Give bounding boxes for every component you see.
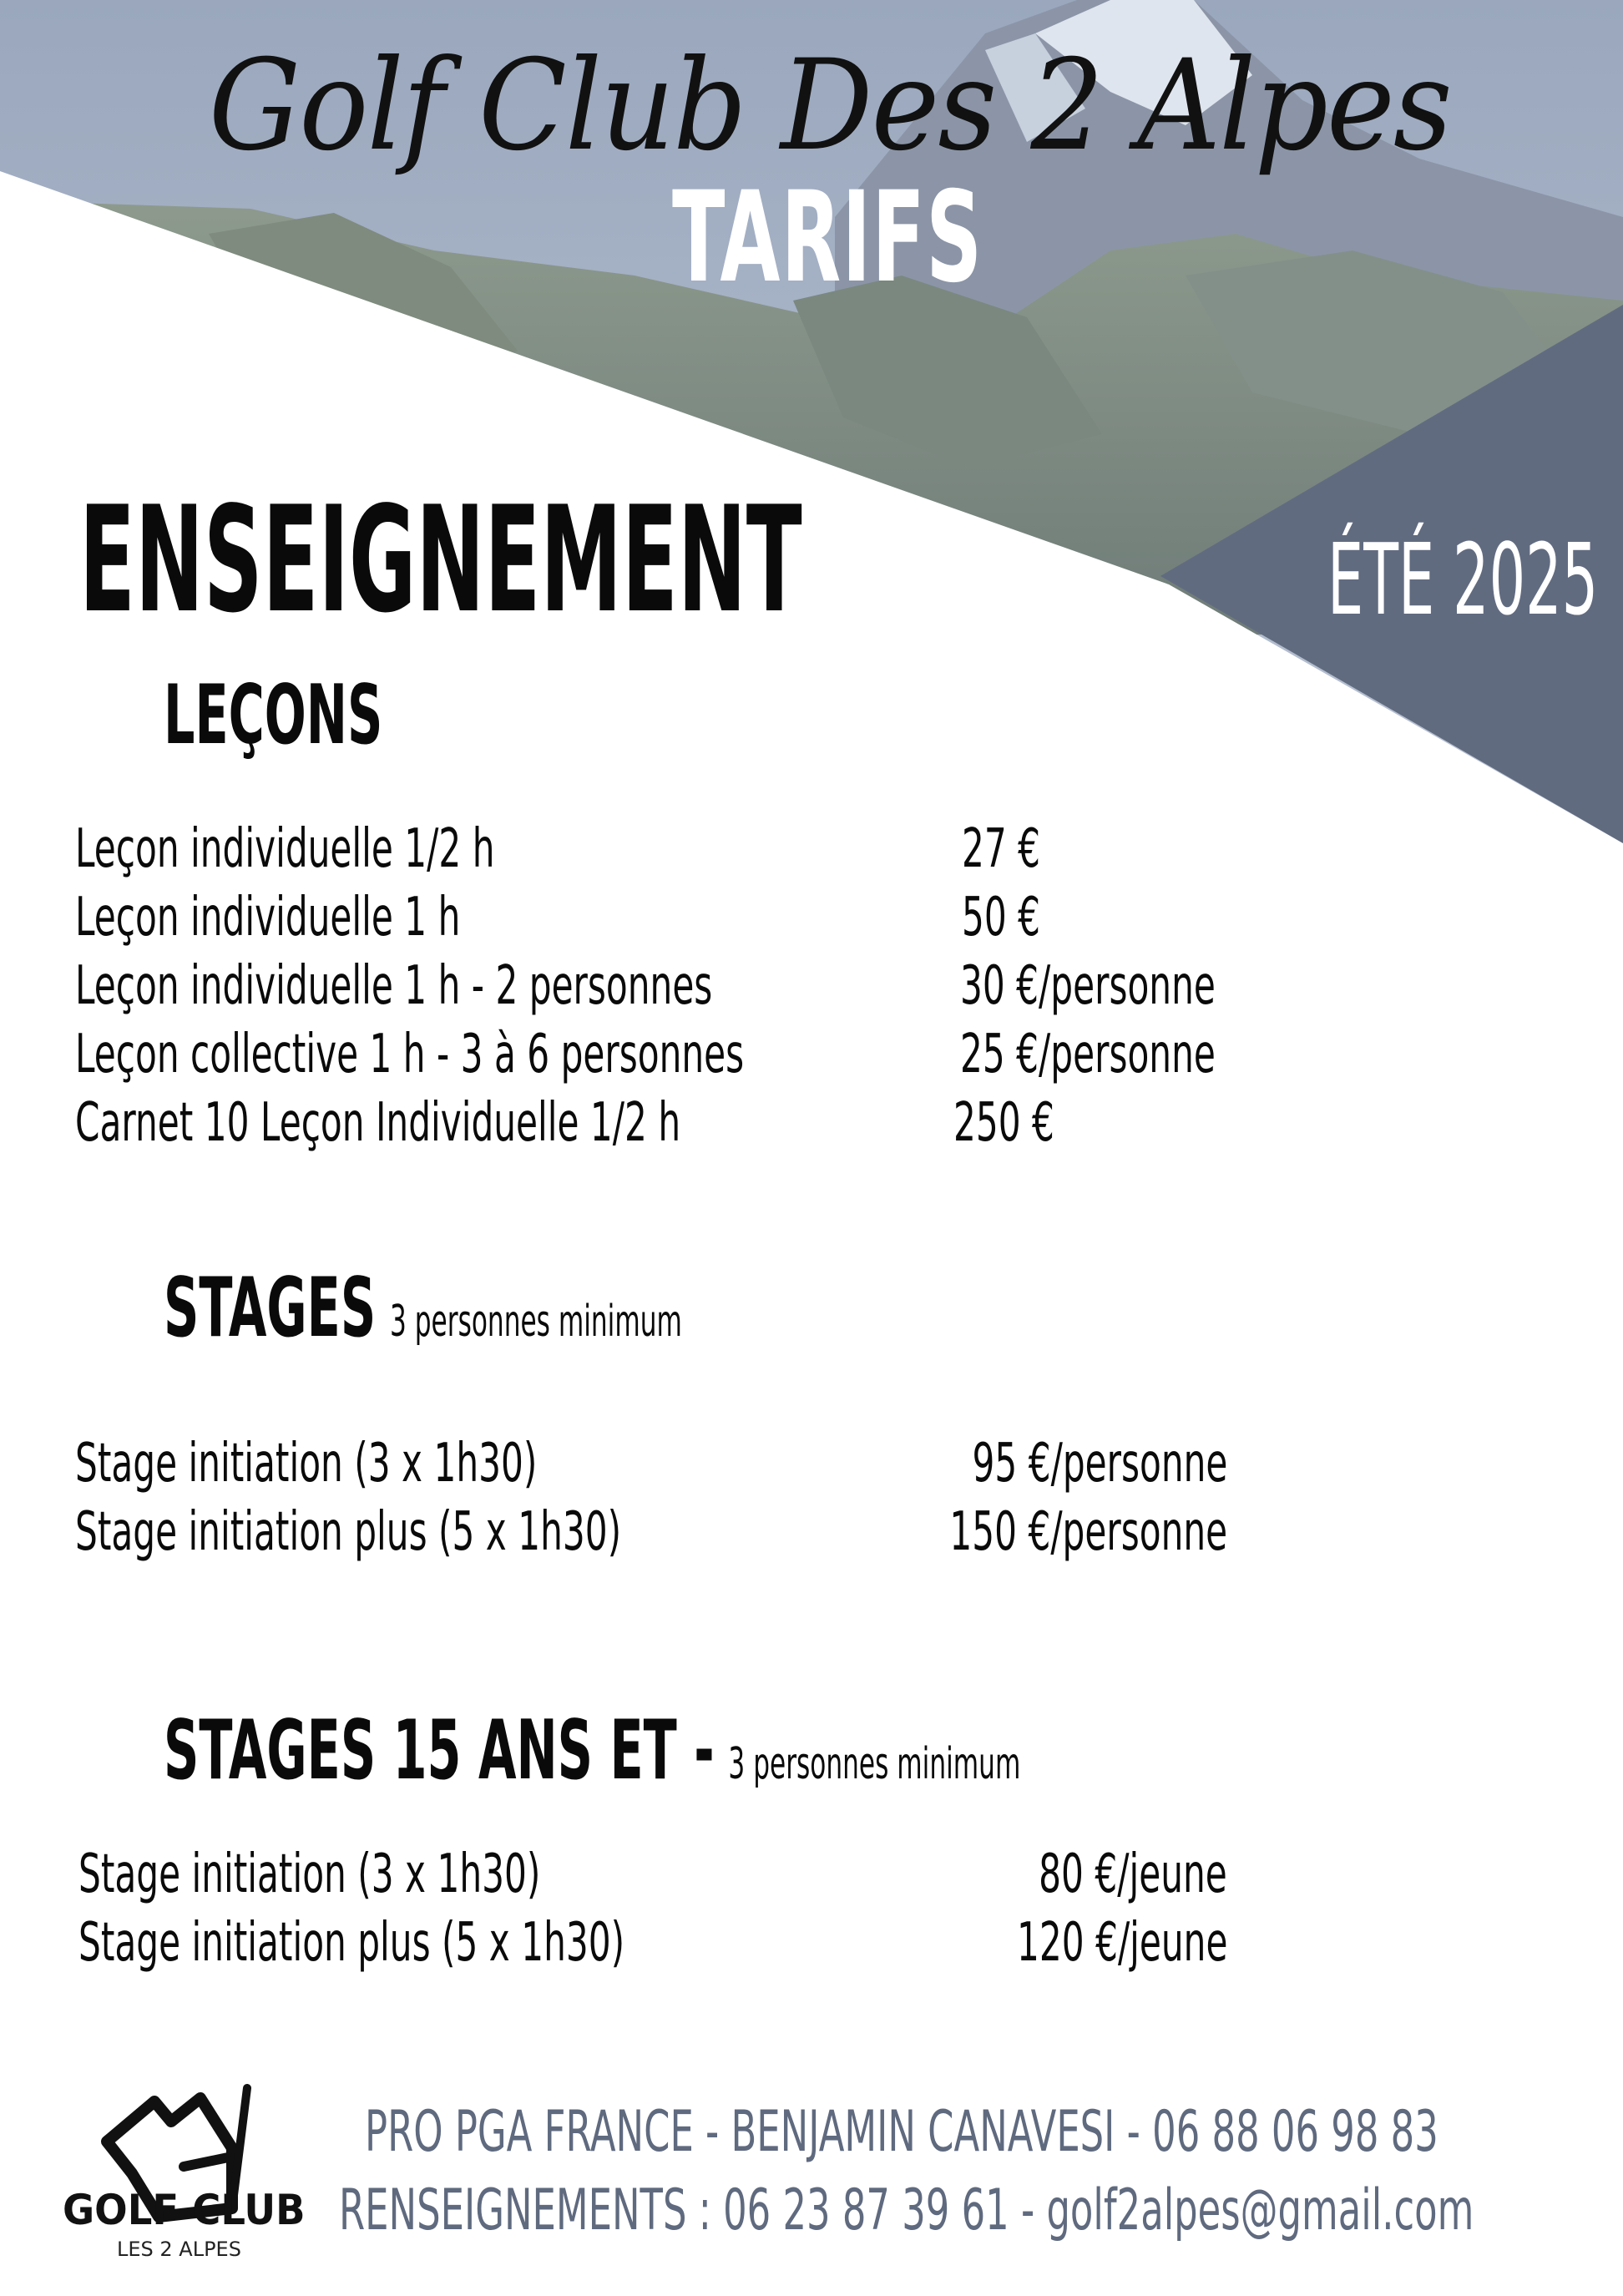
lecon-row-label: Carnet 10 Leçon Individuelle 1/2 h	[75, 1092, 681, 1154]
stage-jeune-row-price: 120 €/jeune	[1016, 1912, 1227, 1974]
stage-row-label: Stage initiation (3 x 1h30)	[75, 1433, 538, 1494]
info-contact-line: RENSEIGNEMENTS : 06 23 87 39 61 - golf2alpes@gmail.com	[339, 2177, 1474, 2243]
logo-subtitle: LES 2 ALPES	[117, 2238, 241, 2261]
stage-jeune-row-price: 80 €/jeune	[1039, 1843, 1227, 1905]
lecon-row-label: Leçon individuelle 1/2 h	[75, 818, 495, 880]
lecon-row-label: Leçon individuelle 1 h	[75, 887, 461, 948]
stage-jeune-row-label: Stage initiation (3 x 1h30)	[78, 1843, 541, 1905]
stages-jeunes-note: 3 personnes minimum	[728, 1739, 1021, 1789]
lecon-row-price: 27 €	[962, 818, 1041, 880]
club-name-title: Golf Club Des 2 Alpes	[209, 33, 1451, 179]
season-label: ÉTÉ 2025	[1327, 522, 1599, 637]
lecons-heading-text: LEÇONS	[164, 668, 383, 763]
lecons-heading	[164, 668, 382, 763]
stage-jeune-row-label: Stage initiation plus (5 x 1h30)	[78, 1912, 625, 1974]
lecon-row-price: 250 €	[953, 1092, 1054, 1154]
lecon-row-label: Leçon individuelle 1 h - 2 personnes	[75, 955, 713, 1017]
section-title: ENSEIGNEMENT	[79, 476, 802, 645]
lecon-row-label: Leçon collective 1 h - 3 à 6 personnes	[75, 1024, 745, 1085]
stages-heading	[164, 1261, 682, 1356]
lecon-row-price: 30 €/personne	[960, 955, 1216, 1017]
stages-heading-text: STAGES	[164, 1261, 377, 1356]
lecon-row-price: 50 €	[962, 887, 1041, 948]
logo-title: GOLF CLUB	[63, 2186, 306, 2234]
stages-jeunes-heading-text: STAGES 15 ANS ET -	[164, 1703, 715, 1798]
stage-row-price: 95 €/personne	[972, 1433, 1227, 1494]
stage-row-price: 150 €/personne	[949, 1501, 1227, 1563]
stages-jeunes-heading	[164, 1703, 1020, 1798]
pro-contact-line: PRO PGA FRANCE - BENJAMIN CANAVESI - 06 88 06 98 83	[365, 2099, 1438, 2165]
tarifs-title: TARIFS	[672, 165, 983, 311]
lecon-row-price: 25 €/personne	[960, 1024, 1216, 1085]
stage-row-label: Stage initiation plus (5 x 1h30)	[75, 1501, 622, 1563]
stages-note: 3 personnes minimum	[389, 1297, 682, 1347]
